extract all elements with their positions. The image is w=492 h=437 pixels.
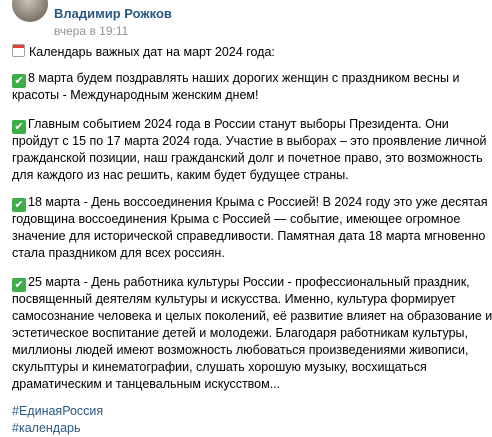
post-text-content: гражданской позиции, наш гражданский долг и почетное право, это возможность: [12, 151, 483, 165]
author-name[interactable]: Владимир Рожков: [54, 6, 172, 21]
post-text-content: 18 марта - День воссоединения Крыма с Россией! В 2024 году это уже десятая: [28, 195, 488, 209]
post-text-content: пройдут с 15 по 17 марта 2024 года. Участие в выборах – это проявление личной: [12, 134, 487, 148]
check-mark-icon: ✔: [12, 74, 26, 88]
calendar-icon: [12, 44, 25, 57]
hashtag-link[interactable]: #календарь: [12, 421, 81, 435]
post-text-line: [12, 150, 483, 167]
check-mark-icon: ✔: [12, 278, 26, 292]
post-timestamp[interactable]: вчера в 19:11: [54, 24, 129, 38]
post-text-line: [12, 245, 225, 262]
post-text-line: [12, 274, 470, 292]
post-text-line: [12, 116, 449, 134]
post-text-content: Календарь важных дат на март 2024 года:: [29, 45, 275, 59]
post-text-content: самосознание человека и целых поколений, её развитие влияет на образование и: [12, 309, 492, 323]
post-text-line: [12, 359, 427, 376]
post-text-content: драматическим и танцевальным искусством...: [12, 377, 281, 391]
post-text-content: для каждого из нас решить, каким будет будущее страны.: [12, 168, 349, 182]
post-text-line: [12, 70, 459, 88]
post-text-content: стала праздником для всех россиян.: [12, 246, 225, 260]
post-text-line: [12, 342, 468, 359]
post-text-line: [12, 167, 349, 184]
avatar[interactable]: [12, 0, 48, 22]
post-text-line: [12, 133, 487, 150]
post-text-content: посвященный деятелям культуры и искусства. Именно, культура формирует: [12, 292, 456, 306]
post-text-line: [12, 194, 488, 212]
post-text-content: скульптуры и кинематографии, слушать хорошую музыку, восхищаться: [12, 360, 427, 374]
post-text-content: значение для исторической справедливости. Памятная дата 18 марта мгновенно: [12, 229, 486, 243]
post-text-line: [12, 308, 492, 325]
post-text-line: [12, 376, 280, 393]
check-mark-icon: ✔: [12, 120, 26, 134]
post-text-line: [12, 325, 468, 342]
post-text-line: [12, 228, 485, 245]
post-text-content: годовщина воссоединения Крыма с Россией — событие, имеющее огромное: [12, 212, 461, 226]
hashtag-link[interactable]: #ЕдинаяРоссия: [12, 404, 104, 418]
post-text-content: миллионы людей имеют возможность любоваться произведениями живописи,: [12, 343, 469, 357]
post-text-content: эстетическое воспитание детей и молодежи. Благодаря работникам культуры,: [12, 326, 468, 340]
post-text-content: 8 марта будем поздравлять наших дорогих женщин с праздником весны и: [28, 71, 460, 85]
post-text-line: [12, 291, 456, 308]
check-mark-icon: ✔: [12, 198, 26, 212]
post-text-content: Главным событием 2024 года в России станут выборы Президента. Они: [28, 117, 449, 131]
post-text-line: [12, 44, 275, 61]
post-text-line: [12, 87, 258, 104]
post-text-line: [12, 211, 460, 228]
post-text-content: красоты - Международным женским днем!: [12, 88, 259, 102]
post-text-content: 25 марта - День работника культуры России - профессиональный праздник,: [28, 275, 470, 289]
